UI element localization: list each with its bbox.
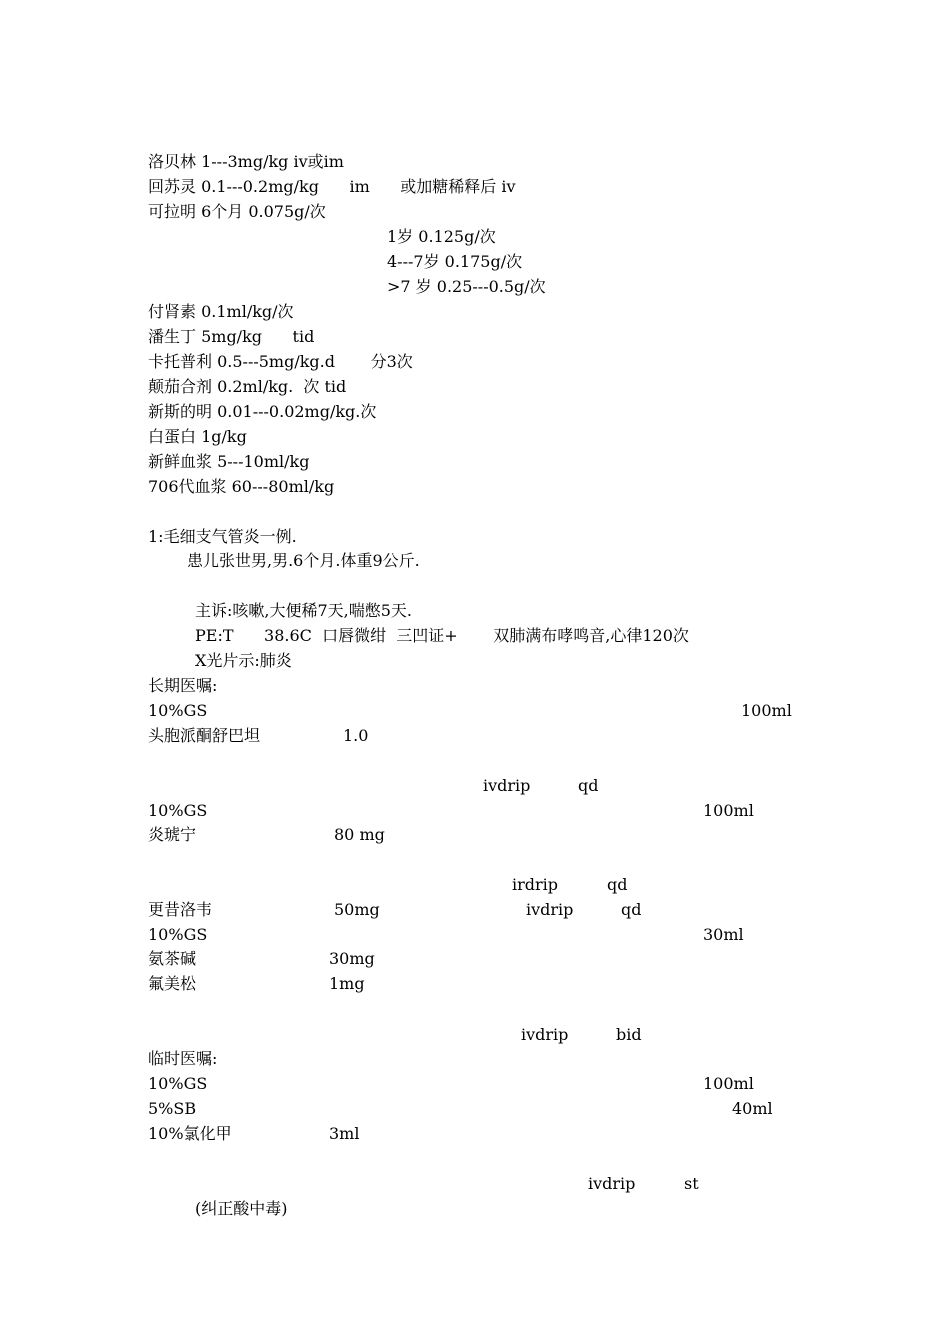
drug-line: 新斯的明 0.01---0.02mg/kg.次 — [148, 402, 377, 421]
order-frequency: qd — [621, 900, 642, 919]
drug-line: 回苏灵 0.1---0.2mg/kg im 或加糖稀释后 iv — [148, 177, 516, 196]
order-drug: 氨茶碱 — [148, 949, 197, 968]
order-drug: 氟美松 — [148, 974, 197, 993]
drug-line: 1岁 0.125g/次 — [387, 227, 496, 246]
order-note: (纠正酸中毒) — [195, 1199, 288, 1218]
drug-line: 颠茄合剂 0.2ml/kg. 次 tid — [148, 377, 347, 396]
order-amount: 30ml — [703, 925, 744, 944]
order-drug: 5%SB — [148, 1099, 197, 1118]
order-frequency: bid — [616, 1025, 642, 1044]
order-route: irdrip — [512, 875, 559, 894]
drug-line: 可拉明 6个月 0.075g/次 — [148, 202, 326, 221]
order-drug: 炎琥宁 — [148, 825, 197, 844]
case-complaint: 主诉:咳嗽,大便稀7天,喘憋5天. — [195, 601, 413, 620]
drug-line: 706代血浆 60---80ml/kg — [148, 477, 335, 496]
order-amount: 1mg — [329, 974, 365, 993]
order-route: ivdrip — [588, 1174, 636, 1193]
case-title: 1:毛细支气管炎一例. — [148, 527, 297, 546]
order-drug: 10%GS — [148, 701, 208, 720]
drug-line: 4---7岁 0.175g/次 — [387, 252, 523, 271]
order-amount: 100ml — [703, 801, 754, 820]
order-amount: 40ml — [732, 1099, 773, 1118]
long-term-heading: 长期医嘱: — [148, 676, 218, 695]
case-xray: X光片示:肺炎 — [195, 651, 292, 670]
order-amount: 3ml — [329, 1124, 360, 1143]
drug-line: 新鲜血浆 5---10ml/kg — [148, 452, 310, 471]
order-amount: 100ml — [703, 1074, 754, 1093]
order-amount: 80 mg — [334, 825, 385, 844]
order-frequency: qd — [578, 776, 599, 795]
order-frequency: qd — [607, 875, 628, 894]
order-amount: 50mg — [334, 900, 380, 919]
order-amount: 100ml — [741, 701, 792, 720]
order-drug: 10%氯化甲 — [148, 1124, 232, 1143]
drug-line: 白蛋白 1g/kg — [148, 427, 247, 446]
order-route: ivdrip — [521, 1025, 569, 1044]
order-amount: 1.0 — [343, 726, 369, 745]
order-drug: 10%GS — [148, 1074, 208, 1093]
drug-line: 潘生丁 5mg/kg tid — [148, 327, 315, 346]
order-drug: 10%GS — [148, 801, 208, 820]
order-amount: 30mg — [329, 949, 375, 968]
order-drug: 更昔洛韦 — [148, 900, 213, 919]
order-drug: 头胞派酮舒巴坦 — [148, 726, 261, 745]
order-route: ivdrip — [483, 776, 531, 795]
temporary-heading: 临时医嘱: — [148, 1049, 218, 1068]
drug-line: 洛贝林 1---3mg/kg iv或im — [148, 152, 344, 171]
order-drug: 10%GS — [148, 925, 208, 944]
case-patient: 患儿张世男,男.6个月.体重9公斤. — [187, 551, 420, 570]
order-route: ivdrip — [526, 900, 574, 919]
drug-line: 付肾素 0.1ml/kg/次 — [148, 302, 294, 321]
drug-line: >7 岁 0.25---0.5g/次 — [387, 277, 546, 296]
order-frequency: st — [684, 1174, 699, 1193]
drug-line: 卡托普利 0.5---5mg/kg.d 分3次 — [148, 352, 413, 371]
case-physical-exam: PE:T 38.6C 口唇微绀 三凹证+ 双肺满布哮鸣音,心律120次 — [195, 626, 689, 645]
